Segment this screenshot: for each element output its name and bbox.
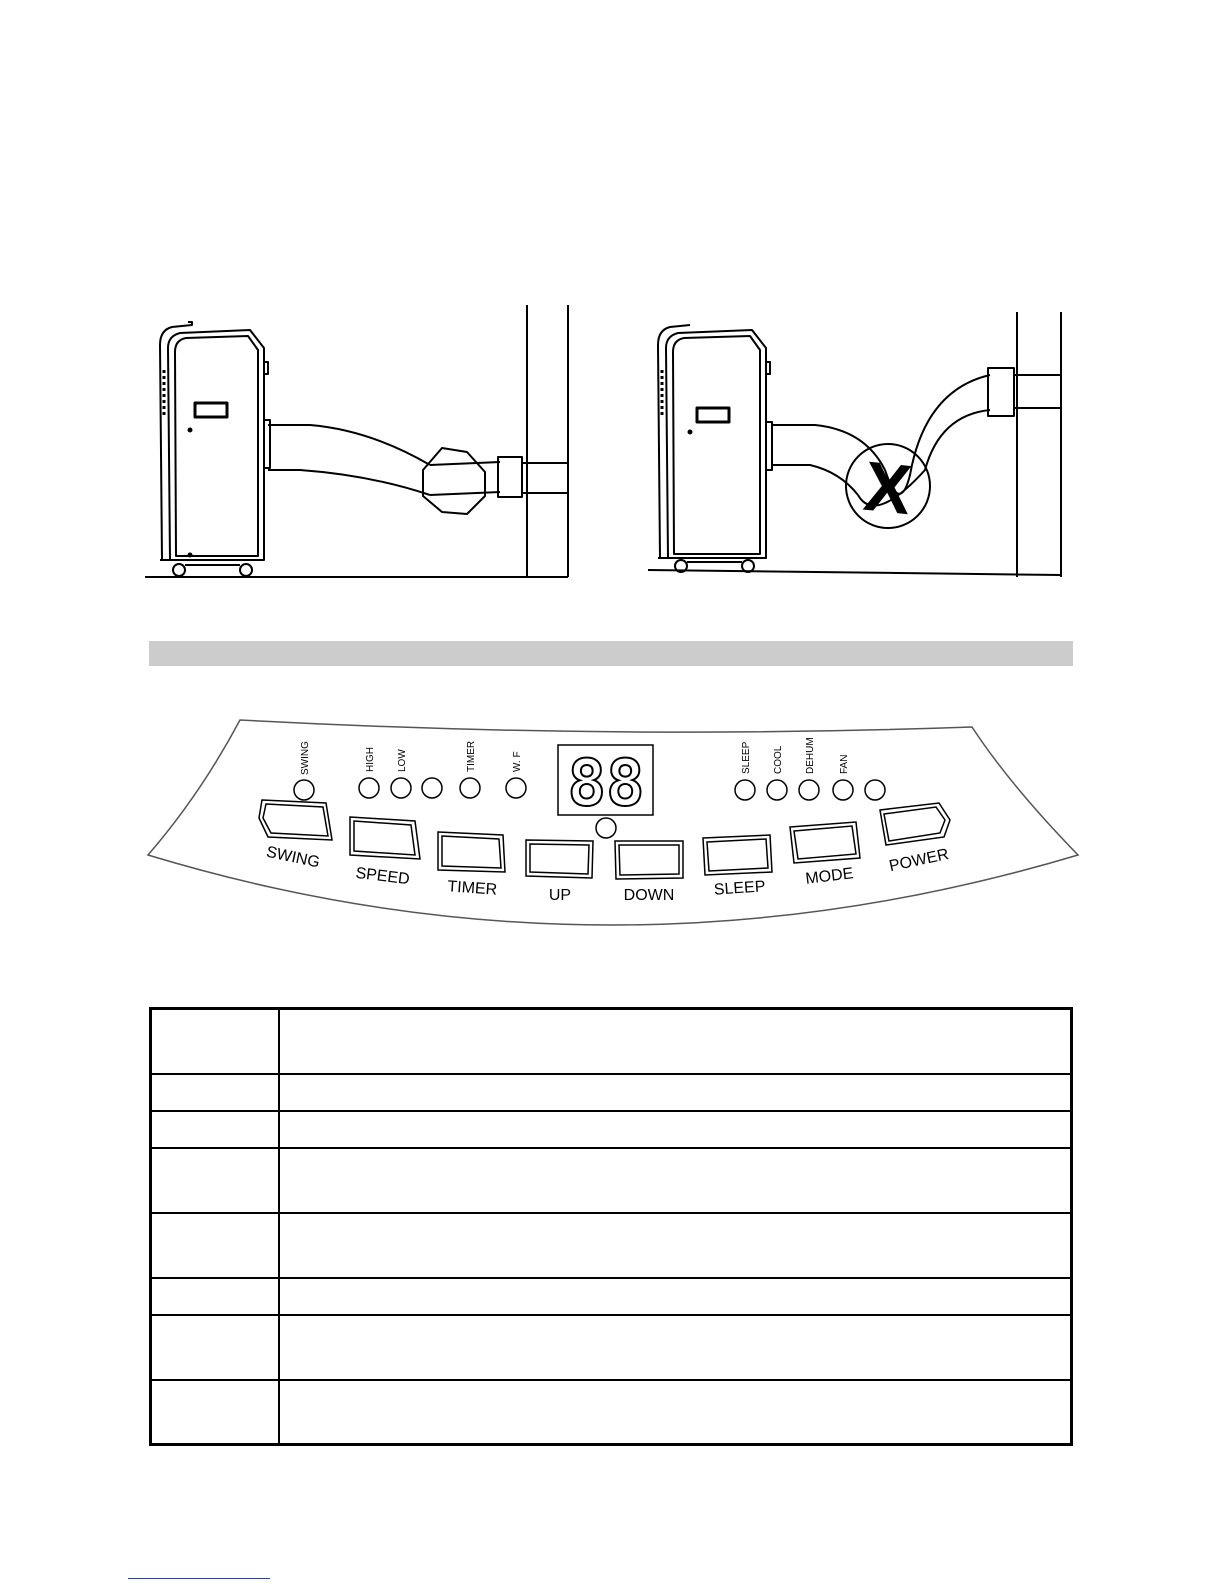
table-desc-cell <box>279 1213 1072 1278</box>
table-desc-cell <box>279 1074 1072 1111</box>
mode-button-label: MODE <box>804 865 855 888</box>
indicator-label-low: LOW <box>397 749 408 772</box>
control-panel <box>140 715 1085 955</box>
indicator-speed-3 <box>422 778 442 798</box>
table-desc-cell <box>279 1315 1072 1380</box>
indicator-swing <box>294 780 314 800</box>
up-button-label: UP <box>548 887 572 904</box>
indicator-label-dehum: DEHUM <box>805 737 816 774</box>
indicator-fan <box>833 780 853 800</box>
power-button[interactable] <box>880 803 950 845</box>
table-desc-cell <box>279 1148 1072 1213</box>
table-row <box>151 1009 1072 1074</box>
incorrect-installation-figure <box>640 300 1080 590</box>
indicator-label-cool: COOL <box>773 745 784 774</box>
table-key-cell <box>151 1380 280 1445</box>
speed-button[interactable] <box>350 817 420 859</box>
sleep-button-label: SLEEP <box>713 878 767 899</box>
indicator-water-full <box>506 778 526 798</box>
incorrect-x-mark: X <box>860 446 916 530</box>
speed-button-label: SPEED <box>354 864 411 889</box>
ac-unit <box>160 322 270 576</box>
power-button-label: POWER <box>887 845 951 876</box>
table-row <box>151 1315 1072 1380</box>
floor-line <box>648 570 1061 575</box>
highlight-octagon <box>423 448 485 514</box>
indicator-timer <box>460 778 480 798</box>
table-row <box>151 1111 1072 1148</box>
correct-installation-figure <box>140 300 580 590</box>
table-key-cell <box>151 1315 280 1380</box>
indicator-label-timer: TIMER <box>466 740 477 772</box>
table-desc-cell <box>279 1111 1072 1148</box>
display-digits: 88 <box>567 747 645 821</box>
table-key-cell <box>151 1074 280 1111</box>
table-key-cell <box>151 1111 280 1148</box>
timer-button-label: TIMER <box>446 878 498 899</box>
indicator-label-swing: SWING <box>300 741 311 775</box>
footer-link-underline <box>128 1578 270 1579</box>
ac-unit <box>658 325 772 572</box>
table-row <box>151 1278 1072 1315</box>
down-button[interactable] <box>615 841 683 879</box>
table-key-cell <box>151 1213 280 1278</box>
lcd-display <box>558 745 653 821</box>
table-desc-cell <box>279 1278 1072 1315</box>
mode-button[interactable] <box>790 822 860 863</box>
indicator-label-sleep: SLEEP <box>741 741 752 774</box>
indicator-mode-5 <box>865 780 885 800</box>
table-row <box>151 1213 1072 1278</box>
table-desc-cell <box>279 1009 1072 1074</box>
section-header-bar <box>149 641 1073 666</box>
sleep-button[interactable] <box>703 835 772 875</box>
exhaust-hose <box>268 425 568 514</box>
up-button[interactable] <box>526 840 593 878</box>
display-indicator-light <box>596 818 616 838</box>
table-key-cell <box>151 1009 280 1074</box>
indicator-high <box>359 778 379 798</box>
swing-button-label: SWING <box>264 843 322 872</box>
table-desc-cell <box>279 1380 1072 1445</box>
table-row <box>151 1074 1072 1111</box>
timer-button[interactable] <box>438 832 505 872</box>
indicator-label-wf: W. F <box>512 751 523 772</box>
indicator-low <box>391 778 411 798</box>
down-button-label: DOWN <box>623 887 675 904</box>
indicator-cool <box>767 780 787 800</box>
table-key-cell <box>151 1278 280 1315</box>
indicator-sleep <box>735 780 755 800</box>
table-row <box>151 1380 1072 1445</box>
swing-button[interactable] <box>259 800 332 840</box>
table-row <box>151 1148 1072 1213</box>
indicator-label-fan: FAN <box>839 754 850 774</box>
indicator-label-high: HIGH <box>365 747 376 772</box>
indicator-dehum <box>799 780 819 800</box>
table-key-cell <box>151 1148 280 1213</box>
function-table <box>149 1007 1073 1446</box>
